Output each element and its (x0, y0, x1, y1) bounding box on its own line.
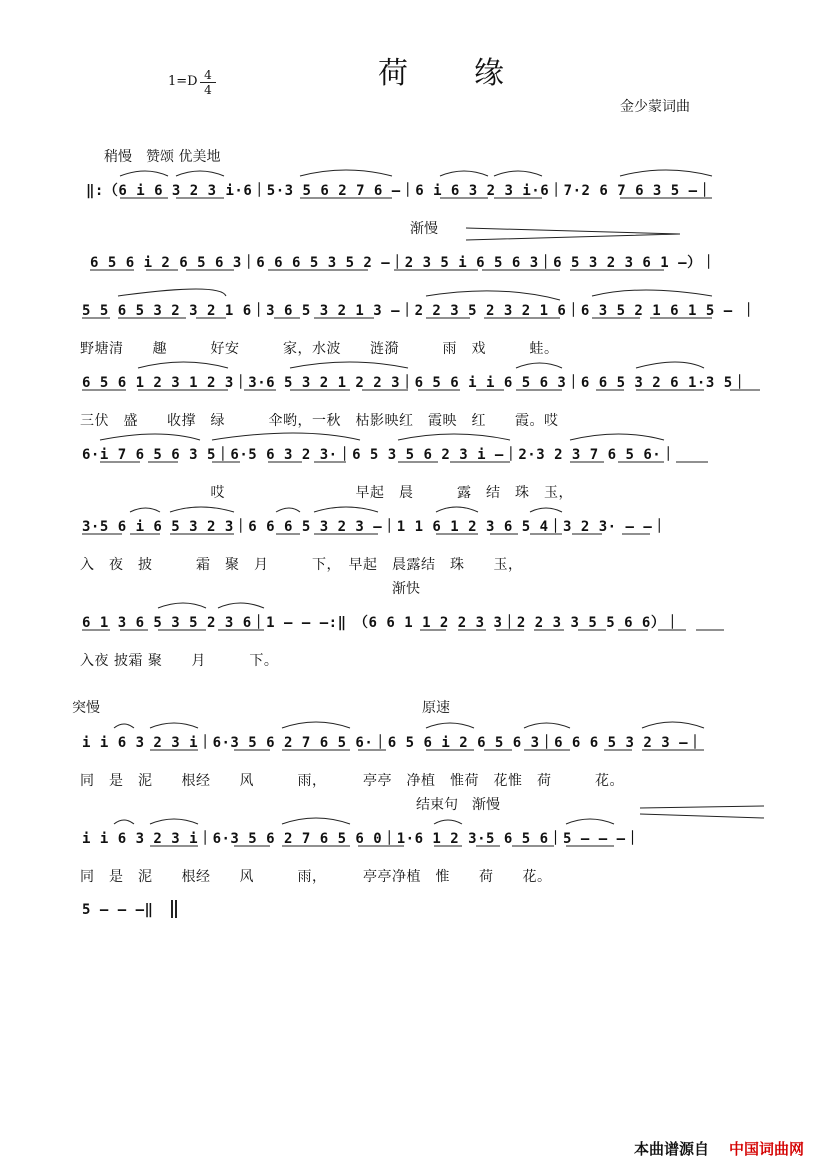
staff-line: 6 1 3 6 5 3 5 2 3 6｜1 — — —:‖ （6 6 1 1 2 2 3 3｜2 2 3 3 5 5 6 6）｜ (82, 615, 680, 631)
final-barline (172, 900, 176, 918)
slur (130, 507, 562, 512)
staff-line: 6 5 6 1 2 3 1 2 3｜3·6 5 3 2 1 2 2 3｜6 5 6 i i 6 5 6 3｜6 6 5 3 2 6 1·3 5｜ (82, 375, 748, 391)
tempo-mark: 原速 (422, 700, 450, 716)
tempo-mark: 渐快 (392, 581, 420, 597)
meter-bottom: 4 (200, 82, 216, 97)
slur (100, 433, 664, 440)
meter-top: 4 (204, 68, 212, 82)
slur (114, 818, 614, 824)
slur (118, 289, 712, 300)
tempo-mark: 突慢 (72, 700, 100, 716)
staff-line: 6·i 7 6 5 6 3 5｜6·5 6 3 2 3·｜6 5 3 5 6 2 3 i —｜2·3 2 3 7 6 5 6·｜ (82, 447, 676, 463)
tempo-mark: 结束句 渐慢 (416, 797, 500, 813)
decrescendo-hairpin (640, 806, 764, 818)
song-title: 荷缘 (378, 56, 570, 91)
lyric-line: 野塘清 趣 好安 家，水波 涟漪 雨 戏 蛙。 (80, 341, 559, 357)
staff-line: 5 — — —‖ (82, 902, 154, 918)
tempo-mark: 稍慢 赞颂 优美地 (104, 149, 221, 165)
lyric-line: 三伏 盛 收撑 绿 伞哟，一秋 枯影映红 霞映 红 霞。哎 (80, 413, 559, 429)
slur (114, 722, 704, 728)
footer-source-label: 本曲谱源自 (634, 1140, 710, 1158)
decrescendo-hairpin (466, 228, 680, 240)
staff-line: i i 6 3 2 3 i｜6·3 5 6 2 7 6 5 6 0｜1·6 1 2 3·5 6 5 6｜5 — — —｜ (82, 831, 641, 847)
tempo-mark: 渐慢 (410, 221, 438, 237)
lyric-line: 入 夜 披 霜 聚 月 下， 早起 晨露结 珠 玉， (80, 557, 523, 573)
staff-line: 6 5 6 i 2 6 5 6 3｜6 6 6 5 3 5 2 —｜2 3 5 i 6 5 6 3｜6 5 3 2 3 6 1 —）｜ (90, 255, 717, 271)
slur (120, 170, 712, 176)
slur (138, 362, 704, 368)
lyric-line: 哎 早起 晨 露 结 珠 玉， (80, 485, 573, 501)
staff-line: 3·5 6 i 6 5 3 2 3｜6 6 6 5 3 2 3 —｜1 1 6 1 2 3 6 5 4｜3 2 3· — —｜ (82, 519, 667, 535)
author-credit: 金少蒙词曲 (620, 99, 690, 115)
time-signature (200, 68, 216, 97)
source-footer (634, 1138, 804, 1159)
footer-site-link[interactable]: 中国词曲网 (729, 1140, 805, 1158)
slur (158, 603, 264, 608)
staff-line: 5 5 6 5 3 2 3 2 1 6｜3 6 5 3 2 1 3 —｜2 2 3 5 2 3 2 1 6｜6 3 5 2 1 6 1 5 — ｜ (82, 303, 757, 319)
staff-line: ‖:（6 i 6 3 2 3 i·6｜5·3 5 6 2 7 6 —｜6 i 6 3 2 3 i·6｜7·2 6 7 6 3 5 —｜ (86, 183, 713, 199)
key-signature: 1=D (168, 74, 198, 89)
lyric-line: 同 是 泥 根经 风 雨， 亭亭净植 惟 荷 花。 (80, 869, 552, 885)
staff-line: i i 6 3 2 3 i｜6·3 5 6 2 7 6 5 6·｜6 5 6 i 2 6 5 6 3｜6 6 6 5 3 2 3 —｜ (82, 735, 703, 751)
lyric-line: 入夜 披霜 聚 月 下。 (80, 653, 279, 669)
lyric-line: 同 是 泥 根经 风 雨， 亭亭 净植 惟荷 花惟 荷 花。 (80, 773, 624, 789)
